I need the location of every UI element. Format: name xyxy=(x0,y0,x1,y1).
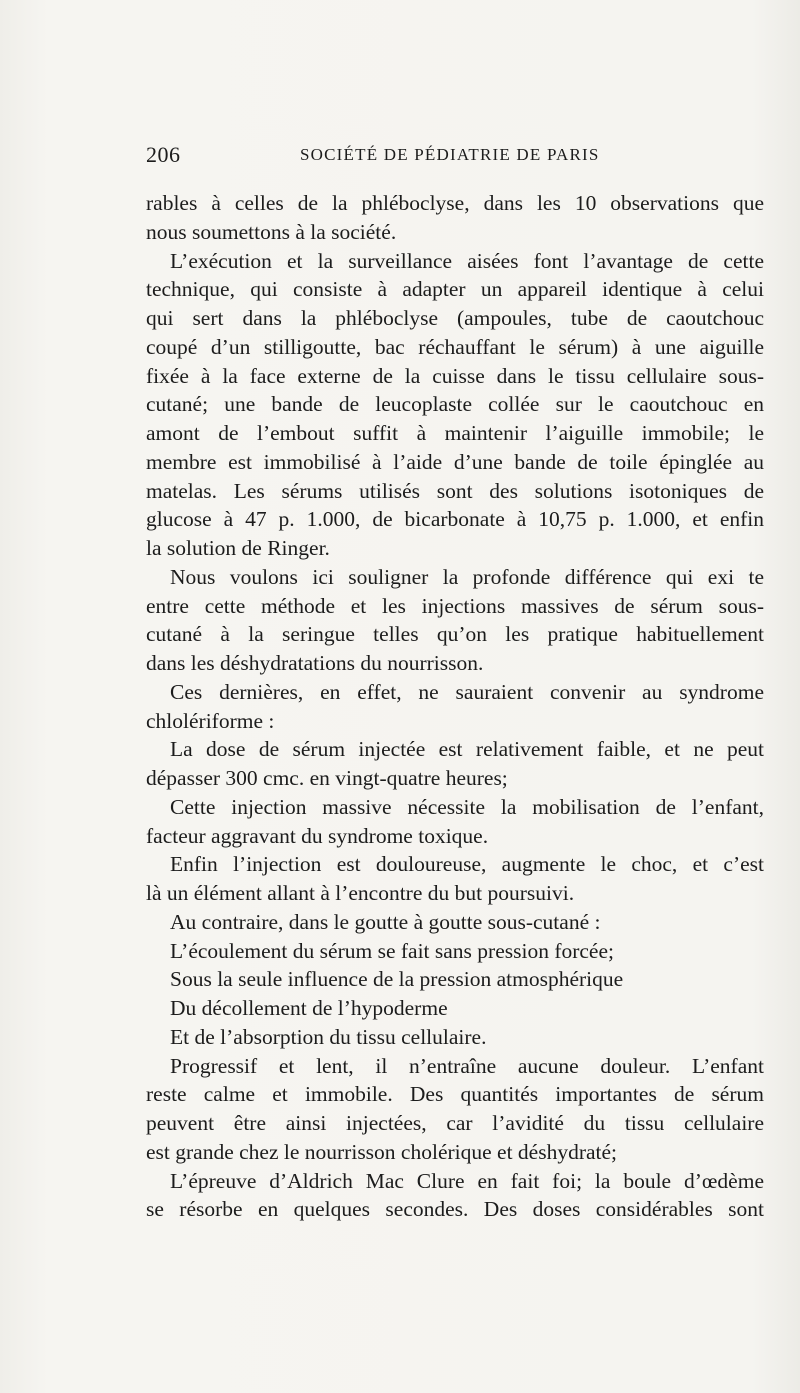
text-line: Cette injection massive nécessite la mobilisation de l’enfant, xyxy=(170,794,764,819)
text-line: rables à celles de la phléboclyse, dans les 10 observations que xyxy=(146,191,764,215)
page-number: 206 xyxy=(146,142,181,167)
text-line: qui sert dans la phléboclyse (ampoules, tube de caoutchouc xyxy=(146,306,764,330)
text-line: chlolériforme : xyxy=(146,708,275,733)
text-line: Ces dernières, en effet, ne sauraient convenir au syndrome xyxy=(170,679,764,704)
text-line: facteur aggravant du syndrome toxique. xyxy=(146,823,489,848)
text-line: cutané; une bande de leucoplaste collée sur le caoutchouc en xyxy=(146,392,764,417)
text-line: Nous voulons ici souligner la profonde différence qui exi te xyxy=(170,564,764,589)
text-line: la solution de Ringer. xyxy=(146,536,330,560)
text-line: Sous la seule influence de la pression atmosphérique xyxy=(170,967,624,992)
text-line: reste calme et immobile. Des quantités importantes de sérum xyxy=(146,1082,764,1107)
text-line: cutané à la seringue telles qu’on les pratique habituellement xyxy=(146,622,764,647)
text-line: fixée à la face externe de la cuisse dans le tissu cellulaire sous- xyxy=(146,363,764,388)
text-line: membre est immobilisé à l’aide d’une bande de toile épinglée au xyxy=(146,449,764,474)
text-line: Progressif et lent, il n’entraîne aucune douleur. L’enfant xyxy=(170,1053,764,1078)
body-text xyxy=(146,189,764,1224)
text-line: Au contraire, dans le goutte à goutte sous-cutané : xyxy=(170,909,601,934)
text-line: L’écoulement du sérum se fait sans pression forcée; xyxy=(170,938,614,963)
text-line: nous soumettons à la société. xyxy=(146,219,397,244)
text-line: là un élément allant à l’encontre du but poursuivi. xyxy=(146,881,575,905)
text-line: est grande chez le nourrisson cholérique et déshydraté; xyxy=(146,1139,618,1164)
text-line: glucose à 47 p. 1.000, de bicarbonate à 10,75 p. 1.000, et enfin xyxy=(146,507,764,532)
text-line: dépasser 300 cmc. en vingt-quatre heures; xyxy=(146,766,508,790)
text-line: La dose de sérum injectée est relativement faible, et ne peut xyxy=(170,737,764,762)
text-line: technique, qui consiste à adapter un appareil identique à celui xyxy=(146,277,764,302)
text-line: dans les déshydratations du nourrisson. xyxy=(146,651,484,675)
text-line: L’exécution et la surveillance aisées font l’avantage de cette xyxy=(170,248,764,273)
text-line: coupé d’un stilligoutte, bac réchauffant le sérum) à une aiguille xyxy=(146,334,764,359)
page-header xyxy=(146,142,762,172)
running-title: SOCIÉTÉ DE PÉDIATRIE DE PARIS xyxy=(300,145,600,164)
text-line: Enfin l’injection est douloureuse, augmente le choc, et c’est xyxy=(170,852,764,877)
text-line: entre cette méthode et les injections massives de sérum sous- xyxy=(146,593,764,618)
text-line: Du décollement de l’hypoderme xyxy=(170,996,448,1020)
text-line: L’épreuve d’Aldrich Mac Clure en fait foi; la boule d’œdème xyxy=(170,1168,764,1193)
text-line: peuvent être ainsi injectées, car l’avidité du tissu cellulaire xyxy=(146,1111,764,1135)
text-line: amont de l’embout suffit à maintenir l’aiguille immobile; le xyxy=(146,421,764,445)
text-line: matelas. Les sérums utilisés sont des solutions isotoniques de xyxy=(146,478,764,503)
text-line: se résorbe en quelques secondes. Des doses considérables sont xyxy=(146,1197,764,1222)
text-line: Et de l’absorption du tissu cellulaire. xyxy=(170,1024,487,1049)
